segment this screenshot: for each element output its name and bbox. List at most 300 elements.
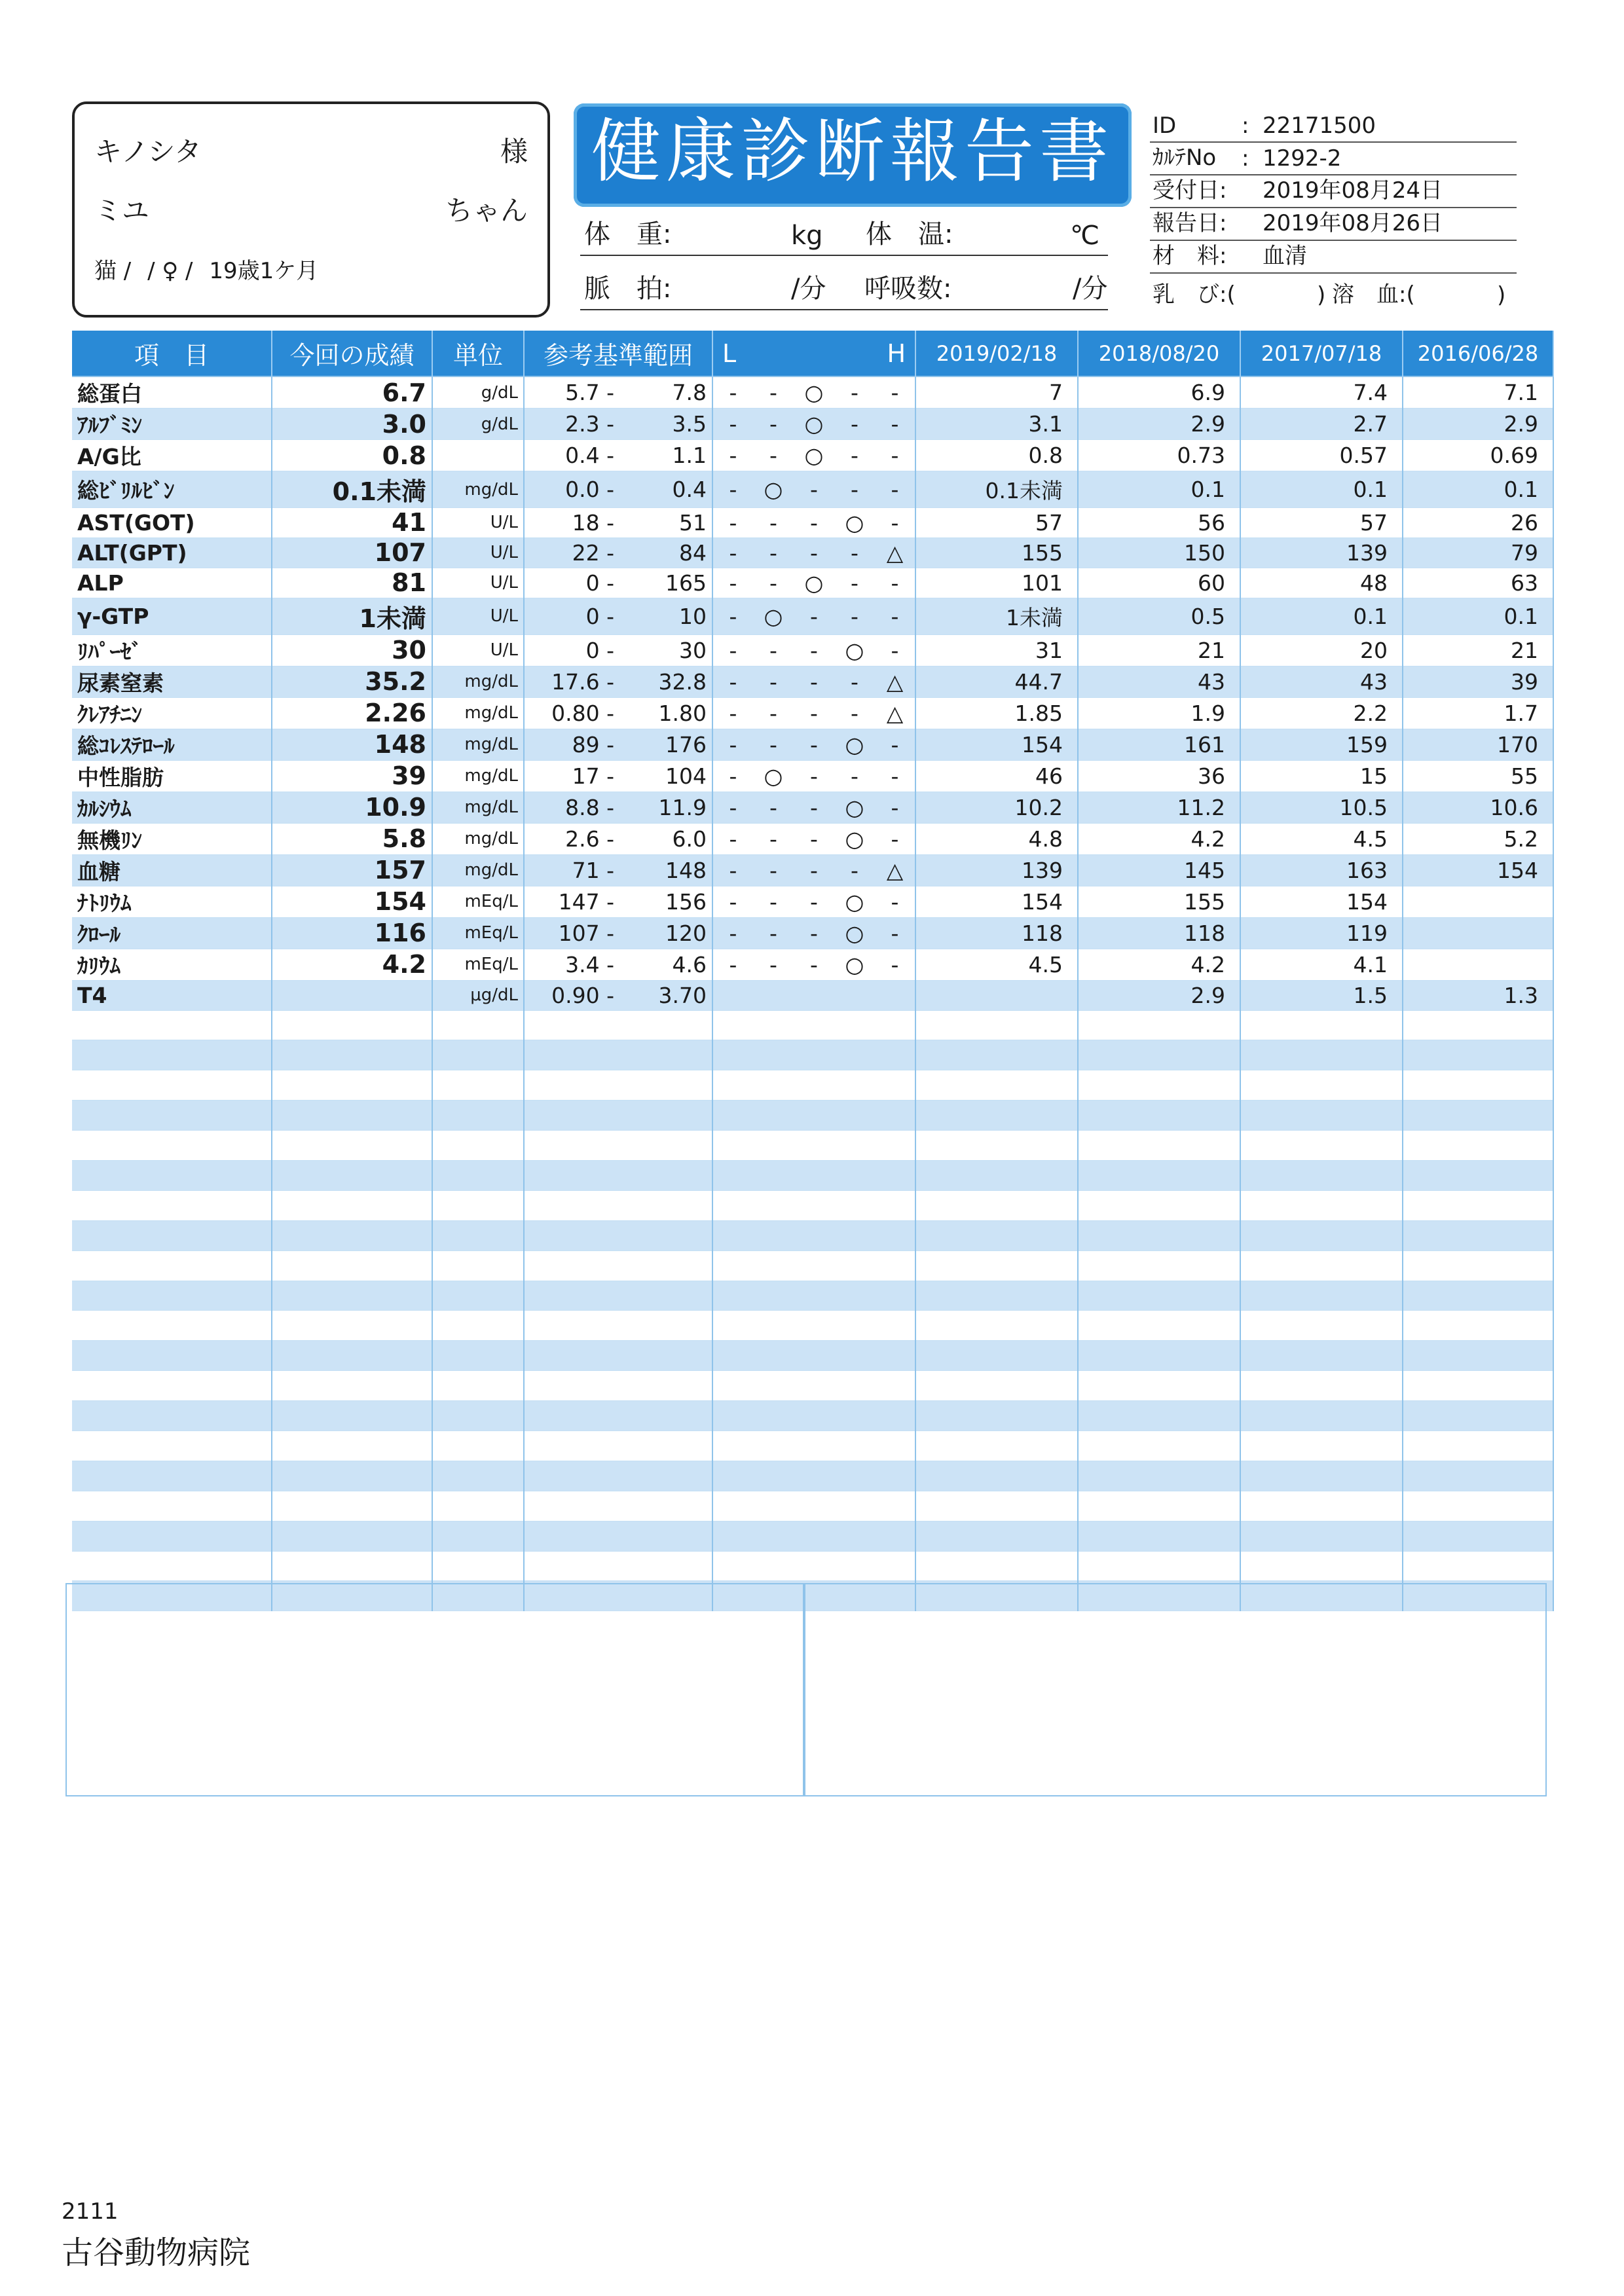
empty-cell bbox=[875, 1281, 915, 1311]
empty-cell bbox=[794, 1131, 834, 1161]
level-mark: ○ bbox=[834, 917, 875, 949]
empty-cell bbox=[875, 1131, 915, 1161]
table-row bbox=[72, 792, 1553, 823]
empty-cell bbox=[753, 1101, 794, 1131]
table-row-empty bbox=[72, 1281, 1553, 1311]
level-mark: - bbox=[875, 823, 915, 854]
empty-cell bbox=[432, 1131, 524, 1161]
empty-cell bbox=[621, 1040, 712, 1070]
range-low: 0.0 - bbox=[524, 471, 621, 508]
empty-cell bbox=[875, 1491, 915, 1521]
table-row-empty bbox=[72, 1521, 1553, 1551]
table-row-empty bbox=[72, 1401, 1553, 1431]
empty-cell bbox=[72, 1040, 272, 1070]
empty-cell bbox=[915, 1401, 1078, 1431]
history-value bbox=[1403, 917, 1553, 949]
history-value: 7 bbox=[915, 376, 1078, 409]
empty-cell bbox=[753, 1311, 794, 1341]
empty-cell bbox=[794, 1040, 834, 1070]
empty-cell bbox=[1403, 1431, 1553, 1461]
empty-cell bbox=[712, 1190, 753, 1220]
range-low: 0 - bbox=[524, 568, 621, 598]
empty-cell bbox=[272, 1070, 432, 1101]
table-row bbox=[72, 409, 1553, 440]
level-mark: - bbox=[712, 508, 753, 538]
empty-cell bbox=[272, 1040, 432, 1070]
empty-cell bbox=[875, 1371, 915, 1401]
empty-cell bbox=[915, 1311, 1078, 1341]
history-value: 7.4 bbox=[1240, 376, 1403, 409]
empty-cell bbox=[794, 1491, 834, 1521]
range-high: 176 bbox=[621, 729, 712, 760]
empty-cell bbox=[432, 1250, 524, 1281]
table-row-empty bbox=[72, 1311, 1553, 1341]
empty-cell bbox=[621, 1521, 712, 1551]
header-date-2: 2018/08/20 bbox=[1078, 331, 1240, 376]
level-mark: - bbox=[834, 568, 875, 598]
empty-cell bbox=[1240, 1220, 1403, 1250]
level-mark: - bbox=[875, 508, 915, 538]
empty-cell bbox=[272, 1190, 432, 1220]
comment-box-left bbox=[65, 1583, 804, 1796]
empty-cell bbox=[794, 1010, 834, 1040]
history-value: 139 bbox=[1240, 538, 1403, 568]
table-row bbox=[72, 471, 1553, 508]
empty-cell bbox=[915, 1190, 1078, 1220]
level-mark: - bbox=[753, 697, 794, 729]
report-info-value: 2019年08月24日 bbox=[1263, 177, 1443, 204]
empty-cell bbox=[794, 1401, 834, 1431]
history-value: 2.9 bbox=[1078, 409, 1240, 440]
empty-cell bbox=[794, 1190, 834, 1220]
empty-cell bbox=[72, 1431, 272, 1461]
level-mark: - bbox=[753, 917, 794, 949]
range-high: 10 bbox=[621, 598, 712, 634]
empty-cell bbox=[753, 1250, 794, 1281]
history-value: 0.1 bbox=[1240, 471, 1403, 508]
history-value: 154 bbox=[915, 729, 1078, 760]
history-value: 57 bbox=[915, 508, 1078, 538]
test-unit: mg/dL bbox=[432, 471, 524, 508]
test-name: 尿素窒素 bbox=[72, 666, 272, 697]
history-value: 43 bbox=[1078, 666, 1240, 697]
empty-cell bbox=[432, 1461, 524, 1491]
history-value: 0.8 bbox=[915, 440, 1078, 471]
test-name: ｸﾚｱﾁﾆﾝ bbox=[72, 697, 272, 729]
range-high: 84 bbox=[621, 538, 712, 568]
empty-cell bbox=[1078, 1431, 1240, 1461]
empty-cell bbox=[1403, 1491, 1553, 1521]
empty-cell bbox=[875, 1461, 915, 1491]
range-high: 4.6 bbox=[621, 949, 712, 980]
empty-cell bbox=[875, 1551, 915, 1581]
empty-cell bbox=[432, 1281, 524, 1311]
empty-cell bbox=[794, 1461, 834, 1491]
history-value: 21 bbox=[1078, 634, 1240, 666]
empty-cell bbox=[834, 1311, 875, 1341]
empty-cell bbox=[875, 1341, 915, 1371]
level-mark: △ bbox=[875, 666, 915, 697]
level-mark: ○ bbox=[834, 729, 875, 760]
history-value: 4.2 bbox=[1078, 823, 1240, 854]
test-name: ｶﾘｳﾑ bbox=[72, 949, 272, 980]
test-name: 総ﾋﾞﾘﾙﾋﾞﾝ bbox=[72, 471, 272, 508]
empty-cell bbox=[1240, 1101, 1403, 1131]
empty-cell bbox=[1078, 1491, 1240, 1521]
empty-cell bbox=[794, 1070, 834, 1101]
empty-cell bbox=[753, 1341, 794, 1371]
level-mark: ○ bbox=[834, 886, 875, 917]
level-mark: - bbox=[794, 792, 834, 823]
empty-cell bbox=[753, 1461, 794, 1491]
test-unit bbox=[432, 440, 524, 471]
empty-cell bbox=[524, 1341, 621, 1371]
empty-cell bbox=[72, 1401, 272, 1431]
empty-cell bbox=[712, 1521, 753, 1551]
range-high: 11.9 bbox=[621, 792, 712, 823]
empty-cell bbox=[1240, 1250, 1403, 1281]
owner-line bbox=[94, 136, 528, 168]
empty-cell bbox=[1403, 1131, 1553, 1161]
empty-cell bbox=[834, 1401, 875, 1431]
table-row bbox=[72, 440, 1553, 471]
level-mark: - bbox=[834, 376, 875, 409]
test-value: 35.2 bbox=[272, 666, 432, 697]
table-row-empty bbox=[72, 1070, 1553, 1101]
empty-cell bbox=[794, 1161, 834, 1191]
table-row-empty bbox=[72, 1371, 1553, 1401]
empty-cell bbox=[875, 1101, 915, 1131]
level-mark: - bbox=[834, 666, 875, 697]
empty-cell bbox=[915, 1521, 1078, 1551]
history-value: 119 bbox=[1240, 917, 1403, 949]
pet-line bbox=[94, 194, 528, 227]
empty-cell bbox=[712, 1070, 753, 1101]
level-mark: - bbox=[712, 471, 753, 508]
empty-cell bbox=[272, 1250, 432, 1281]
range-high: 32.8 bbox=[621, 666, 712, 697]
empty-cell bbox=[621, 1131, 712, 1161]
range-high: 104 bbox=[621, 760, 712, 792]
table-row-empty bbox=[72, 1341, 1553, 1371]
history-value: 139 bbox=[915, 854, 1078, 886]
range-high: 7.8 bbox=[621, 376, 712, 409]
empty-cell bbox=[794, 1431, 834, 1461]
empty-cell bbox=[753, 1281, 794, 1311]
lipemia-close: ) bbox=[1317, 282, 1326, 308]
hemolysis-close: ) bbox=[1497, 282, 1506, 308]
level-mark: - bbox=[794, 949, 834, 980]
empty-cell bbox=[72, 1190, 272, 1220]
empty-cell bbox=[72, 1161, 272, 1191]
level-mark: - bbox=[875, 792, 915, 823]
history-value: 161 bbox=[1078, 729, 1240, 760]
test-name: ｶﾙｼｳﾑ bbox=[72, 792, 272, 823]
range-low: 22 - bbox=[524, 538, 621, 568]
history-value: 26 bbox=[1403, 508, 1553, 538]
test-unit: U/L bbox=[432, 508, 524, 538]
level-mark: - bbox=[753, 634, 794, 666]
level-mark: - bbox=[753, 949, 794, 980]
empty-cell bbox=[1240, 1010, 1403, 1040]
history-value: 0.5 bbox=[1078, 598, 1240, 634]
level-mark: - bbox=[712, 886, 753, 917]
empty-cell bbox=[432, 1551, 524, 1581]
test-value: 10.9 bbox=[272, 792, 432, 823]
level-mark: - bbox=[712, 666, 753, 697]
species: 猫 / bbox=[94, 258, 132, 284]
table-row-empty bbox=[72, 1220, 1553, 1250]
empty-cell bbox=[524, 1190, 621, 1220]
test-value: 6.7 bbox=[272, 376, 432, 409]
clinic-name: 古谷動物病院 bbox=[62, 2234, 251, 2271]
empty-cell bbox=[834, 1431, 875, 1461]
empty-cell bbox=[72, 1341, 272, 1371]
history-value: 1.7 bbox=[1403, 697, 1553, 729]
empty-cell bbox=[1403, 1401, 1553, 1431]
level-mark: ○ bbox=[834, 823, 875, 854]
table-row bbox=[72, 697, 1553, 729]
signalment-line bbox=[94, 255, 528, 287]
table-row bbox=[72, 376, 1553, 409]
test-unit: mg/dL bbox=[432, 823, 524, 854]
test-value: 30 bbox=[272, 634, 432, 666]
empty-cell bbox=[1078, 1010, 1240, 1040]
empty-cell bbox=[1403, 1521, 1553, 1551]
level-mark: - bbox=[794, 598, 834, 634]
empty-cell bbox=[432, 1521, 524, 1551]
empty-cell bbox=[1240, 1341, 1403, 1371]
level-mark: - bbox=[753, 440, 794, 471]
lab-results-body bbox=[72, 376, 1553, 1611]
empty-cell bbox=[712, 1161, 753, 1191]
history-value: 0.1 bbox=[1403, 471, 1553, 508]
test-unit: g/dL bbox=[432, 409, 524, 440]
empty-cell bbox=[1078, 1401, 1240, 1431]
history-value: 0.1未満 bbox=[915, 471, 1078, 508]
range-high: 3.5 bbox=[621, 409, 712, 440]
test-unit: μg/dL bbox=[432, 980, 524, 1010]
history-value: 4.5 bbox=[1240, 823, 1403, 854]
history-value: 0.1 bbox=[1403, 598, 1553, 634]
test-value: 39 bbox=[272, 760, 432, 792]
level-mark: - bbox=[875, 760, 915, 792]
level-mark: - bbox=[712, 697, 753, 729]
history-value: 154 bbox=[915, 886, 1078, 917]
empty-cell bbox=[712, 1461, 753, 1491]
table-row-empty bbox=[72, 1551, 1553, 1581]
level-mark: - bbox=[834, 409, 875, 440]
level-mark: - bbox=[794, 823, 834, 854]
report-info-sep: : bbox=[1242, 113, 1249, 139]
test-value: 81 bbox=[272, 568, 432, 598]
range-low: 17.6 - bbox=[524, 666, 621, 697]
empty-cell bbox=[875, 1040, 915, 1070]
range-high: 1.1 bbox=[621, 440, 712, 471]
empty-cell bbox=[794, 1551, 834, 1581]
empty-cell bbox=[72, 1101, 272, 1131]
history-value: 3.1 bbox=[915, 409, 1078, 440]
empty-cell bbox=[621, 1371, 712, 1401]
empty-cell bbox=[875, 1250, 915, 1281]
level-mark: - bbox=[794, 508, 834, 538]
empty-cell bbox=[753, 1161, 794, 1191]
empty-cell bbox=[875, 1010, 915, 1040]
report-info-row bbox=[1150, 208, 1517, 241]
empty-cell bbox=[753, 1040, 794, 1070]
test-unit: g/dL bbox=[432, 376, 524, 409]
history-value: 10.5 bbox=[1240, 792, 1403, 823]
range-low: 18 - bbox=[524, 508, 621, 538]
history-value: 2.7 bbox=[1240, 409, 1403, 440]
empty-cell bbox=[834, 1521, 875, 1551]
empty-cell bbox=[753, 1431, 794, 1461]
resp-label: 呼吸数: bbox=[864, 274, 952, 304]
level-mark: - bbox=[875, 440, 915, 471]
history-value: 4.2 bbox=[1078, 949, 1240, 980]
empty-cell bbox=[794, 1341, 834, 1371]
history-value: 1.5 bbox=[1240, 980, 1403, 1010]
level-mark: △ bbox=[875, 697, 915, 729]
empty-cell bbox=[1403, 1161, 1553, 1191]
table-row bbox=[72, 598, 1553, 634]
report-info-label: 報告日: bbox=[1153, 210, 1227, 236]
table-row-empty bbox=[72, 1040, 1553, 1070]
empty-cell bbox=[524, 1401, 621, 1431]
empty-cell bbox=[834, 1101, 875, 1131]
report-info-label: 受付日: bbox=[1153, 177, 1227, 204]
history-value: 20 bbox=[1240, 634, 1403, 666]
level-mark: - bbox=[753, 568, 794, 598]
empty-cell bbox=[72, 1491, 272, 1521]
empty-cell bbox=[432, 1040, 524, 1070]
level-mark: - bbox=[712, 823, 753, 854]
empty-cell bbox=[1403, 1311, 1553, 1341]
empty-cell bbox=[272, 1311, 432, 1341]
empty-cell bbox=[1240, 1161, 1403, 1191]
empty-cell bbox=[712, 1250, 753, 1281]
level-mark: - bbox=[753, 886, 794, 917]
level-mark: ○ bbox=[794, 376, 834, 409]
level-mark: ○ bbox=[834, 508, 875, 538]
history-value: 10.6 bbox=[1403, 792, 1553, 823]
empty-cell bbox=[712, 1010, 753, 1040]
table-row bbox=[72, 980, 1553, 1010]
empty-cell bbox=[72, 1311, 272, 1341]
history-value: 159 bbox=[1240, 729, 1403, 760]
empty-cell bbox=[1078, 1070, 1240, 1101]
range-low: 2.3 - bbox=[524, 409, 621, 440]
empty-cell bbox=[524, 1101, 621, 1131]
history-value: 57 bbox=[1240, 508, 1403, 538]
empty-cell bbox=[712, 1431, 753, 1461]
history-value: 43 bbox=[1240, 666, 1403, 697]
level-mark: △ bbox=[875, 538, 915, 568]
test-value: 0.1未満 bbox=[272, 471, 432, 508]
history-value: 154 bbox=[1403, 854, 1553, 886]
empty-cell bbox=[712, 1491, 753, 1521]
history-value: 0.69 bbox=[1403, 440, 1553, 471]
empty-cell bbox=[1240, 1461, 1403, 1491]
level-mark: - bbox=[875, 949, 915, 980]
empty-cell bbox=[834, 1250, 875, 1281]
empty-cell bbox=[432, 1010, 524, 1040]
level-mark: - bbox=[753, 409, 794, 440]
empty-cell bbox=[1240, 1551, 1403, 1581]
history-value: 46 bbox=[915, 760, 1078, 792]
test-name: 総蛋白 bbox=[72, 376, 272, 409]
test-unit: mg/dL bbox=[432, 666, 524, 697]
empty-cell bbox=[915, 1461, 1078, 1491]
level-mark: - bbox=[712, 792, 753, 823]
history-value: 44.7 bbox=[915, 666, 1078, 697]
level-mark bbox=[875, 980, 915, 1010]
test-name: ALT(GPT) bbox=[72, 538, 272, 568]
range-low: 0 - bbox=[524, 634, 621, 666]
lipemia-label: 乳 び:( bbox=[1153, 282, 1236, 308]
level-mark: - bbox=[794, 886, 834, 917]
level-mark: ○ bbox=[794, 409, 834, 440]
empty-cell bbox=[1403, 1070, 1553, 1101]
empty-cell bbox=[524, 1010, 621, 1040]
empty-cell bbox=[1240, 1281, 1403, 1311]
temp-unit: ℃ bbox=[1070, 221, 1099, 251]
empty-cell bbox=[524, 1371, 621, 1401]
range-low: 2.6 - bbox=[524, 823, 621, 854]
empty-cell bbox=[72, 1461, 272, 1491]
table-header-row bbox=[72, 331, 1553, 376]
empty-cell bbox=[915, 1341, 1078, 1371]
empty-cell bbox=[1078, 1341, 1240, 1371]
age: 19歳1ケ月 bbox=[209, 258, 319, 284]
patient-card bbox=[72, 101, 550, 318]
table-row-empty bbox=[72, 1461, 1553, 1491]
history-value: 2.9 bbox=[1078, 980, 1240, 1010]
empty-cell bbox=[621, 1220, 712, 1250]
empty-cell bbox=[915, 1551, 1078, 1581]
empty-cell bbox=[915, 1491, 1078, 1521]
history-value: 1.3 bbox=[1403, 980, 1553, 1010]
empty-cell bbox=[712, 1101, 753, 1131]
empty-cell bbox=[753, 1070, 794, 1101]
header-spacer bbox=[753, 331, 794, 376]
history-value: 60 bbox=[1078, 568, 1240, 598]
test-name: A/G比 bbox=[72, 440, 272, 471]
owner-name: キノシタ bbox=[94, 136, 202, 168]
empty-cell bbox=[72, 1010, 272, 1040]
vitals-weight-temp bbox=[580, 213, 1108, 256]
table-row-empty bbox=[72, 1431, 1553, 1461]
test-name: ｸﾛｰﾙ bbox=[72, 917, 272, 949]
empty-cell bbox=[621, 1401, 712, 1431]
empty-cell bbox=[834, 1131, 875, 1161]
empty-cell bbox=[712, 1281, 753, 1311]
temp-label: 体 温: bbox=[866, 219, 953, 249]
table-row bbox=[72, 823, 1553, 854]
empty-cell bbox=[875, 1220, 915, 1250]
level-mark: - bbox=[794, 634, 834, 666]
test-name: 総ｺﾚｽﾃﾛｰﾙ bbox=[72, 729, 272, 760]
report-info-row bbox=[1150, 175, 1517, 208]
test-name: AST(GOT) bbox=[72, 508, 272, 538]
range-high: 30 bbox=[621, 634, 712, 666]
range-low: 0.4 - bbox=[524, 440, 621, 471]
empty-cell bbox=[834, 1010, 875, 1040]
level-mark: - bbox=[834, 598, 875, 634]
empty-cell bbox=[834, 1220, 875, 1250]
level-mark: - bbox=[794, 697, 834, 729]
empty-cell bbox=[621, 1190, 712, 1220]
